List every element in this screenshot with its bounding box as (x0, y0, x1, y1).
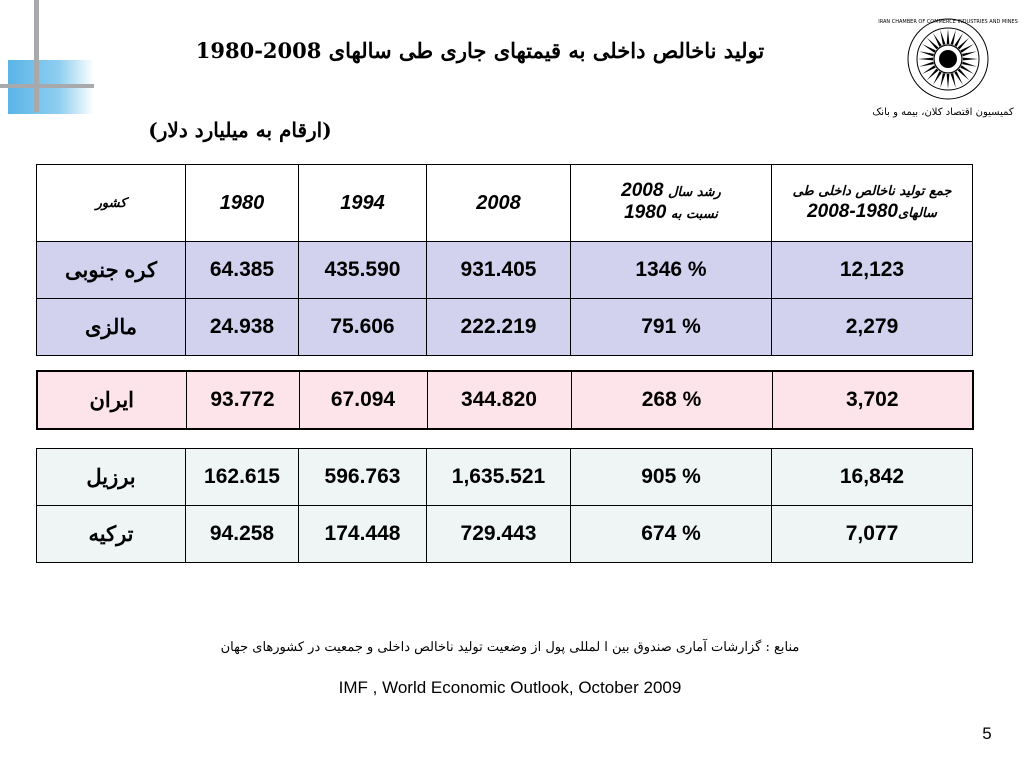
table-header-row (37, 165, 973, 242)
growth-cell: 1346 % (571, 242, 772, 299)
header-total-num-2: 1980-2008 (807, 201, 898, 222)
header-1980: 1980 (186, 165, 299, 242)
page-number: 5 (982, 724, 992, 743)
header-growth-text-1: رشد سال (667, 185, 721, 200)
gdp-table-main (36, 164, 973, 356)
growth-cell: 791 % (571, 299, 772, 356)
header-growth-text-2: نسبت به (670, 207, 718, 222)
logo-ray (919, 62, 934, 67)
value-1994-cell: 596.763 (299, 449, 427, 506)
logo-ray (963, 58, 978, 61)
growth-cell: 268 % (571, 371, 772, 429)
total-cell: 7,077 (772, 506, 973, 563)
logo-ray (940, 73, 945, 88)
table-row (37, 371, 973, 429)
logo-ray (947, 74, 950, 89)
total-cell: 16,842 (772, 449, 973, 506)
value-1980-cell: 94.258 (186, 506, 299, 563)
slide-title: تولید ناخالص داخلی به قیمتهای جاری طی سالهای 2008-1980 (195, 38, 765, 63)
sources-note-en: IMF , World Economic Outlook, October 2009 (338, 678, 682, 697)
growth-cell: 905 % (571, 449, 772, 506)
value-1994-cell: 435.590 (299, 242, 427, 299)
logo-ray (947, 29, 950, 44)
organization-name: کمیسیون اقتصاد کلان، بیمه و بانک (872, 107, 1014, 118)
sources-note-fa: منابع : گزارشات آماری صندوق بین ا لمللی پول از وضعیت تولید ناخالص داخلی و جمعیت در کشورهای جهان (220, 640, 800, 655)
value-1994-cell: 174.448 (299, 506, 427, 563)
country-cell: ایران (37, 371, 186, 429)
value-1994-cell: 67.094 (299, 371, 427, 429)
country-cell: کره جنوبی (37, 242, 186, 299)
value-2008-cell: 222.219 (427, 299, 571, 356)
logo-ray (918, 58, 933, 61)
value-1980-cell: 64.385 (186, 242, 299, 299)
value-1994-cell: 75.606 (299, 299, 427, 356)
logo-ray (940, 30, 945, 45)
country-cell: ترکیه (37, 506, 186, 563)
header-total-text-2: سالهای (897, 206, 937, 221)
header-growth (571, 165, 772, 242)
logo-ray (962, 62, 977, 67)
logo-text: IRAN CHAMBER OF COMMERCE INDUSTRIES AND MINES (878, 19, 1018, 25)
total-cell: 12,123 (772, 242, 973, 299)
gdp-table-iran (36, 370, 974, 430)
value-1980-cell: 24.938 (186, 299, 299, 356)
table-row (37, 242, 973, 299)
country-cell: برزیل (37, 449, 186, 506)
header-country: کشور (37, 165, 186, 242)
logo-ray (962, 51, 977, 56)
gdp-table-comparison (36, 448, 973, 563)
slide-subtitle: (ارقام به میلیارد دلار) (148, 118, 332, 142)
chamber-logo (878, 14, 1018, 104)
logo-ray (919, 51, 934, 56)
header-total (772, 165, 973, 242)
growth-cell: 674 % (571, 506, 772, 563)
table-row (37, 299, 973, 356)
header-1994: 1994 (299, 165, 427, 242)
country-cell: مالزی (37, 299, 186, 356)
table-row (37, 449, 973, 506)
value-2008-cell: 344.820 (427, 371, 571, 429)
value-2008-cell: 931.405 (427, 242, 571, 299)
header-growth-num-2: 1980 (624, 202, 667, 223)
total-cell: 3,702 (772, 371, 973, 429)
value-1980-cell: 93.772 (186, 371, 299, 429)
value-2008-cell: 729.443 (427, 506, 571, 563)
total-cell: 2,279 (772, 299, 973, 356)
corner-decoration-vertical-bar (34, 0, 39, 112)
value-2008-cell: 1,635.521 (427, 449, 571, 506)
logo-ray (951, 30, 956, 45)
corner-decoration-horizontal-bar (0, 84, 94, 88)
header-2008: 2008 (427, 165, 571, 242)
logo-ray (951, 73, 956, 88)
header-growth-num-1: 2008 (621, 180, 664, 201)
table-row (37, 506, 973, 563)
header-total-line1: جمع تولید ناخالص داخلی طی (792, 184, 952, 199)
value-1980-cell: 162.615 (186, 449, 299, 506)
